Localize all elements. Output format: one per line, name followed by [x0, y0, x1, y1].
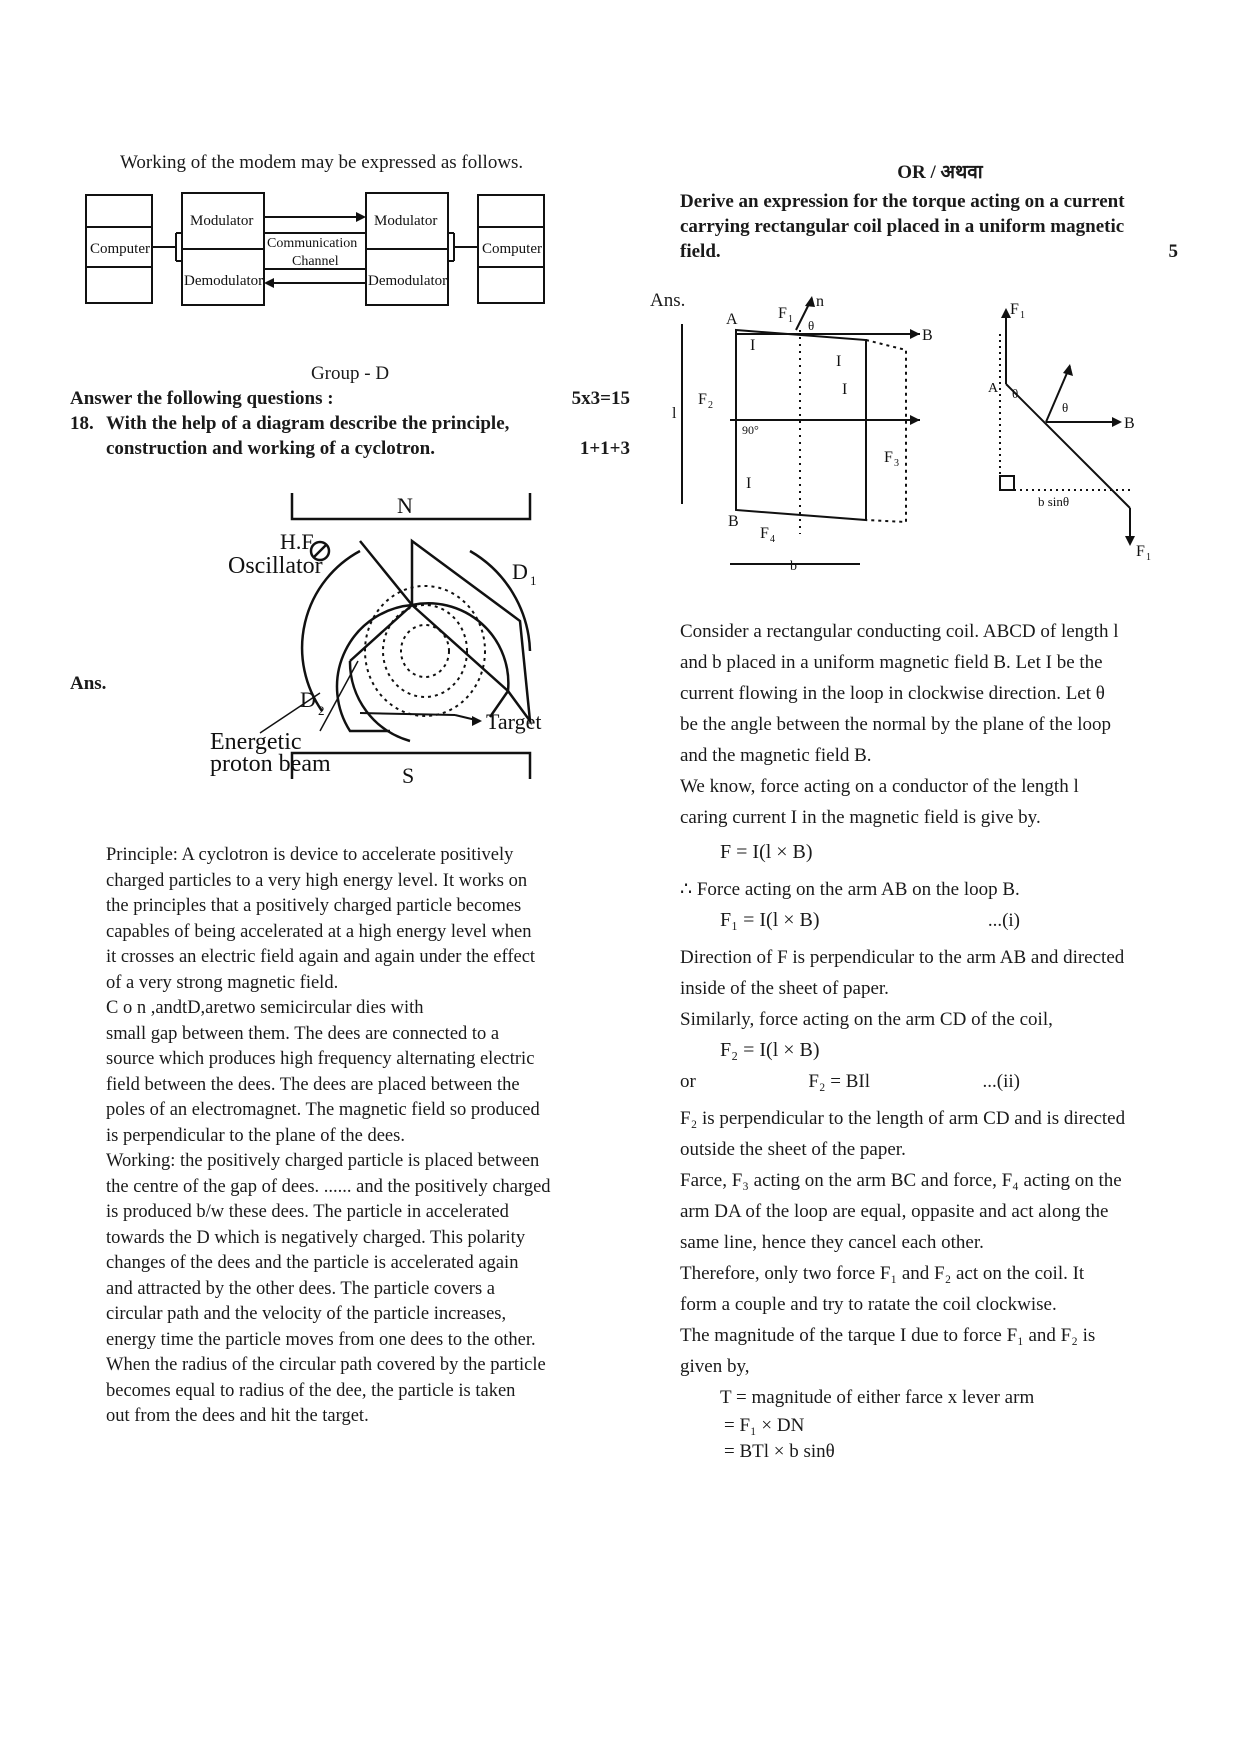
right-column	[650, 160, 1200, 1465]
text-line: it crosses an electric field again and again under the effect	[106, 947, 536, 967]
computer-left-bottom	[86, 267, 152, 303]
force-f4-label: F	[760, 525, 769, 542]
dee-d2-label: D	[300, 687, 316, 712]
modem-intro: Working of the modem may be expressed as follows.	[120, 152, 524, 173]
text-line: inside of the sheet of paper.	[680, 978, 889, 999]
force-f3-sub: 3	[894, 458, 899, 469]
text-line: Working: the positively charged particle is placed between	[106, 1151, 540, 1171]
length-l-label: l	[672, 405, 677, 422]
demodulator-right-label: Demodulator	[368, 273, 448, 289]
force-f2-label: F	[698, 391, 707, 408]
or-question-row3	[680, 239, 1200, 264]
current-label-4: I	[746, 475, 752, 492]
text-line: The magnitude of the tarque I due to force F₁ and F₂ is	[680, 1325, 1096, 1346]
cyclotron-figure	[70, 481, 630, 811]
text-line: towards the D which is negatively charged. This polarity	[106, 1227, 526, 1248]
modulator-right-label: Modulator	[374, 213, 438, 229]
channel-label-1: Communication	[267, 236, 358, 251]
force-f4-sub: 4	[770, 534, 775, 545]
dee-d1-sub: 1	[530, 573, 537, 588]
text-line: F₂ is perpendicular to the length of arm CD and is directed	[680, 1108, 1126, 1129]
force-f3-label: F	[884, 449, 893, 466]
text-line: same line, hence they cancel each other.	[680, 1232, 984, 1253]
text-line: circular path and the velocity of the particle increases,	[106, 1304, 507, 1324]
force-f2-sub: 2	[708, 400, 713, 411]
hf-label: H.F	[280, 529, 314, 554]
or-question-line3: field.	[680, 241, 721, 262]
equation-3-tag: ...(ii)	[982, 1071, 1020, 1092]
q18-number: 18.	[70, 413, 94, 434]
text-line: charged particles to a very high energy level. It works on	[106, 870, 528, 891]
question-18	[70, 411, 630, 436]
force-f1-sub: 1	[788, 314, 793, 325]
side-f1-label: F	[1010, 301, 1019, 318]
text-line: capables of being accelerated at a high energy level when	[106, 921, 532, 942]
text-line: source which produces high frequency alternating electric	[106, 1049, 535, 1069]
q18-marks: 1+1+3	[579, 438, 630, 459]
side-b-label: B	[1124, 415, 1135, 432]
modulator-left-label: Modulator	[190, 213, 254, 229]
text-line: is produced b/w these dees. The particle in accelerated	[106, 1202, 509, 1222]
equation-2: F₂ = I(l × B)	[720, 1039, 820, 1061]
side-f1-sub: 1	[1020, 310, 1025, 321]
dee-d2-sub: 2	[318, 703, 325, 718]
text-line: out from the dees and hit the target.	[106, 1406, 369, 1426]
equation-4: T = magnitude of either farce x lever arm	[720, 1387, 1035, 1408]
text-line: outside the sheet of the paper.	[680, 1139, 906, 1160]
torque-derivation	[680, 616, 1200, 1465]
equation-1-row	[720, 905, 1020, 936]
text-line: the centre of the gap of dees. ...... and the positively charged	[106, 1176, 551, 1197]
target-label: Target	[486, 709, 542, 734]
coil-corner-a: A	[726, 311, 738, 328]
left-column	[70, 150, 630, 1430]
text-line: arm DA of the loop are equal, oppasite and act along the	[680, 1201, 1109, 1222]
text-line: of a very strong magnetic field.	[106, 972, 339, 993]
equation-1-tag: ...(i)	[987, 910, 1020, 931]
text-line: ∴ Force acting on the arm AB on the loop B.	[680, 879, 1020, 900]
text-line: Therefore, only two force F₁ and F₂ act on the coil. It	[680, 1263, 1085, 1284]
force-f1-label: F	[778, 305, 787, 322]
field-b-label: B	[922, 327, 933, 344]
equation-3-or: or	[680, 1071, 696, 1092]
computer-left-label: Computer	[90, 241, 150, 257]
q18-line2: construction and working of a cyclotron.	[106, 438, 435, 459]
q18-ans-label: Ans.	[70, 673, 107, 694]
text-line: becomes equal to radius of the dee, the particle is taken	[106, 1380, 516, 1401]
width-b-label: b	[790, 559, 797, 574]
text-line: be the angle between the normal by the plane of the loop	[680, 714, 1112, 735]
demodulator-left-label: Demodulator	[184, 273, 264, 289]
cyclotron-explanation	[70, 843, 630, 1430]
dee-d1-label: D	[512, 559, 528, 584]
equation-5: = F₁ × DN	[724, 1415, 805, 1436]
beam-label-2: proton beam	[210, 751, 331, 777]
text-line: caring current I in the magnetic field is give by.	[680, 807, 1041, 828]
or-question-line1: Derive an expression for the torque acting on a current	[680, 191, 1125, 212]
text-line: C o n ,andtD,aretwo semicircular dies with	[106, 998, 424, 1018]
channel-label-2: Channel	[292, 254, 339, 269]
text-line: energy time the particle moves from one dees to the other.	[106, 1329, 536, 1350]
pole-north: N	[397, 493, 413, 518]
equation-force: F = I(l × B)	[720, 841, 813, 863]
equation-1: F₁ = I(l × B)	[720, 909, 820, 931]
text-line: is perpendicular to the plane of the dees.	[106, 1125, 405, 1146]
beam-label-1: Energetic	[210, 729, 302, 755]
text-line: Direction of F is perpendicular to the arm AB and directed	[680, 947, 1125, 968]
text-line: current flowing in the loop in clockwise direction. Let θ	[680, 683, 1105, 704]
text-line: the principles that a positively charged particle becomes	[106, 896, 522, 916]
computer-right-label: Computer	[482, 241, 542, 257]
coil-corner-b: B	[728, 513, 739, 530]
text-line: changes of the dees and the particle is accelerated again	[106, 1253, 519, 1273]
text-line: given by,	[680, 1356, 750, 1377]
or-label: OR / अथवा	[897, 162, 983, 183]
side-theta2-label: θ	[1062, 400, 1069, 415]
text-line: and attracted by the other dees. The particle covers a	[106, 1278, 496, 1299]
current-label-2: I	[836, 353, 842, 370]
side-bsin-label: b sinθ	[1038, 494, 1070, 509]
equation-6: = BTl × b sinθ	[724, 1441, 835, 1462]
computer-left-top	[86, 195, 152, 227]
text-line: small gap between them. The dees are connected to a	[106, 1023, 500, 1044]
side-f1b-sub: 1	[1146, 552, 1151, 563]
or-question-marks: 5	[1168, 241, 1178, 262]
text-line: poles of an electromagnet. The magnetic field so produced	[106, 1100, 540, 1120]
angle-theta-label: θ	[808, 318, 815, 333]
text-line: and b placed in a uniform magnetic field B. Let I be the	[680, 652, 1103, 673]
angle-90-label: 90°	[742, 423, 759, 437]
group-instruction: Answer the following questions :	[70, 388, 334, 409]
text-line: and the magnetic field B.	[680, 745, 872, 766]
normal-label: n	[816, 294, 824, 310]
side-f1b-label: F	[1136, 543, 1145, 560]
group-instruction-row	[70, 386, 630, 411]
text-line: Consider a rectangular conducting coil. ABCD of length l	[680, 621, 1119, 642]
text-line: Farce, F₃ acting on the arm BC and force, F₄ acting on the	[680, 1170, 1122, 1191]
equation-3-row	[680, 1066, 1020, 1097]
current-label-1: I	[750, 337, 756, 354]
q18-row2	[70, 436, 630, 461]
text-line: Principle: A cyclotron is device to accelerate positively	[106, 845, 514, 865]
text-line: form a couple and try to ratate the coil clockwise.	[680, 1294, 1057, 1315]
modem-diagram	[70, 187, 630, 337]
side-a-label: A	[988, 381, 999, 396]
group-title: Group - D	[310, 363, 390, 384]
text-line: When the radius of the circular path covered by the particle	[106, 1355, 546, 1375]
cyclotron-diagram	[110, 481, 610, 811]
or-ans-label: Ans.	[650, 290, 686, 311]
oscillator-label: Oscillator	[228, 553, 323, 579]
text-line: We know, force acting on a conductor of the length l	[680, 776, 1079, 797]
text-line: field between the dees. The dees are placed between the	[106, 1074, 520, 1095]
current-label-3: I	[842, 381, 848, 398]
or-question-line2: carrying rectangular coil placed in a uniform magnetic	[680, 216, 1125, 237]
text-line: Similarly, force acting on the arm CD of the coil,	[680, 1009, 1053, 1030]
pole-south: S	[402, 763, 415, 788]
q18-line1: With the help of a diagram describe the principle,	[106, 413, 510, 434]
equation-3: F₂ = BIl	[808, 1071, 871, 1092]
group-marks: 5x3=15	[571, 388, 630, 409]
coil-diagram	[670, 294, 1190, 594]
side-theta-label: θ	[1012, 386, 1019, 401]
